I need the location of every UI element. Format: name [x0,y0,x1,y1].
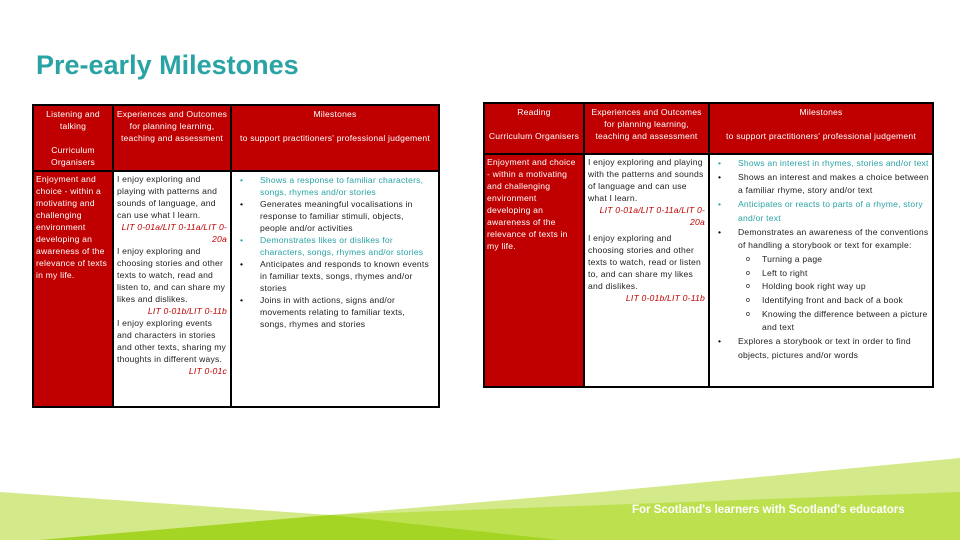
milestone-item: • Shows an interest and makes a choice between a familiar rhyme, story and/or text [716,171,930,198]
milestone-item: • Joins in with actions, signs and/or movements relating to familiar texts, songs, rhymes and stories [238,294,430,330]
sub-item: o Holding book right way up [716,280,930,294]
milestone-item: • Shows an interest in rhymes, stories and/or text [716,157,930,171]
sub-item: o Identifying front and back of a book [716,294,930,308]
experiences-cell: I enjoy exploring and playing with the patterns and sounds of language and can use what I learn. LIT 0-01a/LIT 0-11a/LIT 0-20a I enjoy exploring and choosing stories and other texts to watch, read or listen to, and can share my likes and dislikes. LIT 0-01b/LIT 0-11b [584,154,709,387]
header-milestones: Milestones to support practitioners' professional judgement [231,105,439,171]
sub-item: o Knowing the difference between a picture and text [716,308,930,335]
milestone-item: • Anticipates and responds to known events in familiar texts, songs, rhymes and/or stories [238,258,430,294]
listening-talking-table [32,104,440,408]
sub-item: o Turning a page [716,253,930,267]
header-experiences: Experiences and Outcomes for planning learning, teaching and assessment [584,103,709,154]
milestone-item: • Shows a response to familiar characters, songs, rhymes and/or stories [238,174,430,198]
milestone-item: • Demonstrates likes or dislikes for characters, songs, rhymes and/or stories [238,234,430,258]
header-milestones: Milestones to support practitioners' professional judgement [709,103,933,154]
organiser-cell: Enjoyment and choice - within a motivating and challenging environment developing an awareness of the relevance of texts in my life. [33,171,113,407]
milestone-item: • Explores a storybook or text in order to find objects, pictures and/or words [716,335,930,362]
milestones-cell [709,154,933,387]
milestones-cell [231,171,439,407]
page-title: Pre-early Milestones [36,50,299,80]
reading-table [483,102,934,388]
milestone-item: • Demonstrates an awareness of the conventions of handling a storybook or text for example: [716,226,930,253]
milestone-item: • Anticipates or reacts to parts of a rhyme, story and/or text [716,198,930,225]
experiences-cell: I enjoy exploring and playing with patterns and sounds of language, and can use what I learn. LIT 0-01a/LIT 0-11a/LIT 0-20a I enjoy exploring and choosing stories and other texts to watch, read and listen to, and can share my likes and dislikes. LIT 0-01b/LIT 0-11b I enjoy exploring events and characters in stories and other texts, sharing my thoughts in different ways. LIT 0-01c [113,171,231,407]
milestone-item: • Generates meaningful vocalisations in response to familiar stimuli, objects, people and/or activities [238,198,430,234]
header-experiences: Experiences and Outcomes for planning learning, teaching and assessment [113,105,231,171]
header-organisers: Reading Curriculum Organisers [484,103,584,154]
sub-item: o Left to right [716,267,930,281]
organiser-cell: Enjoyment and choice - within a motivating and challenging environment developing an awareness of the relevance of texts in my life. [484,154,584,387]
footer-tagline: For Scotland's learners with Scotland's educators [632,504,905,516]
header-organisers: Listening and talking Curriculum Organisers [33,105,113,171]
